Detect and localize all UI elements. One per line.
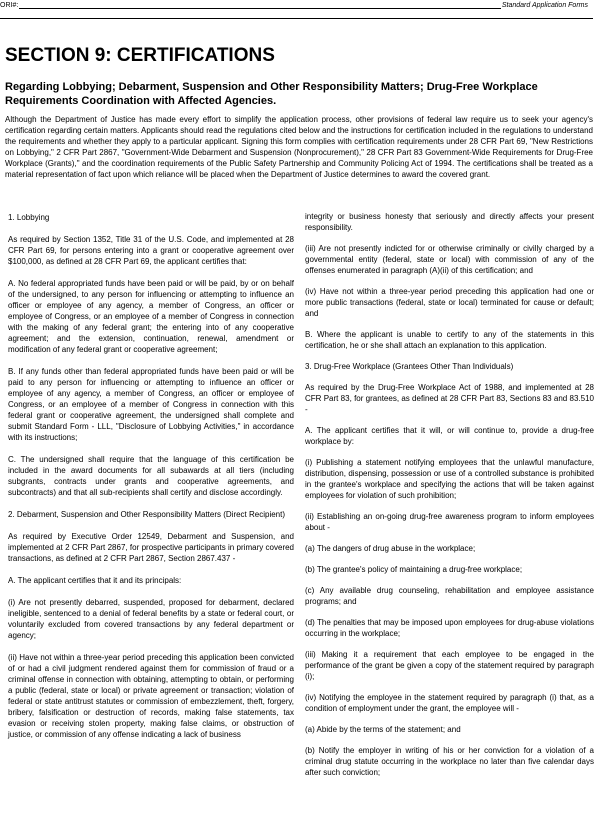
debarment-item-i: (i) Are not presently debarred, suspended, proposed for debarment, declared ineligible, sentenced to a denial of federal benefits by a state or federal court, or voluntarily excluded from covered transactions by any federal department or agency; xyxy=(8,598,294,640)
debarment-item-ii-continued: integrity or business honesty that seriously and directly affects your present responsibility. xyxy=(305,212,594,232)
drug-free-item-iv-b: (b) Notify the employer in writing of his or her conviction for a violation of a criminal drug statute occurring in the workplace no later than five calendar days after such conviction; xyxy=(305,746,594,777)
debarment-item-ii: (ii) Have not within a three-year period preceding this application been convicted of or had a civil judgment rendered against them for commission of fraud or a criminal offense in connection with obtaining, attempting to obtain, or performing a public (federal, state or local) or private agreement or transaction; violation of federal or state antitrust statutes or commission of embezzlement, theft, forgery, bribery, falsification or destruction of records, making false statements, tax evasion or receiving stolen property, making false claims, or obstruction of justice, or commission of any offense indicating a lack of business xyxy=(8,653,294,739)
form-header xyxy=(0,2,588,10)
lobbying-item-a: A. No federal appropriated funds have been paid or will be paid, by or on behalf of the undersigned, to any person for influencing or attempting to influence an officer or employee of any agency, a member of Congress, an officer or employee of Congress, or an employee of a member of Congress in connection with the making of any federal grant; the entering into of any cooperative agreement; and the extension, continuation, renewal, amendment or modification of any federal grant or cooperative agreement; xyxy=(8,279,294,354)
drug-free-intro: As required by the Drug-Free Workplace Act of 1988, and implemented at 28 CFR Part 83, for grantees, as defined at 28 CFR Part 83, Sections 83 and 83.510 - xyxy=(305,383,594,414)
drug-free-item-ii-d: (d) The penalties that may be imposed upon employees for drug-abuse violations occurring in the workplace; xyxy=(305,618,594,638)
drug-free-heading: 3. Drug-Free Workplace (Grantees Other Than Individuals) xyxy=(305,362,514,371)
lobbying-intro: As required by Section 1352, Title 31 of the U.S. Code, and implemented at 28 CFR Part 69, for persons entering into a grant or cooperative agreement over $100,000, as defined at 28 CFR Part 69, the applicant certifies that: xyxy=(8,235,294,266)
drug-free-item-ii-c: (c) Any available drug counseling, rehabilitation and employee assistance programs; and xyxy=(305,586,594,606)
drug-free-item-iv: (iv) Notifying the employee in the statement required by paragraph (i) that, as a condition of employment under the grant, the employee will - xyxy=(305,693,594,713)
lobbying-item-c: C. The undersigned shall require that the language of this certification be included in the award documents for all subawards at all tiers (including subgrants, contracts under grants and cooperative agreements, and subcontracts) and that all sub-recipients shall certify and disclose accordingly. xyxy=(8,455,294,497)
ori-line xyxy=(19,8,501,9)
debarment-item-a: A. The applicant certifies that it and its principals: xyxy=(8,576,182,585)
drug-free-item-ii-a: (a) The dangers of drug abuse in the workplace; xyxy=(305,544,476,553)
left-column xyxy=(8,212,294,751)
header-divider xyxy=(0,18,593,19)
form-name: Standard Application Forms xyxy=(501,2,588,9)
drug-free-item-iii: (iii) Making it a requirement that each employee to be engaged in the performance of the grant be given a copy of the statement required by paragraph (i); xyxy=(305,650,594,681)
debarment-item-b: B. Where the applicant is unable to certify to any of the statements in this certification, he or she shall attach an explanation to this application. xyxy=(305,330,594,350)
drug-free-item-iv-a: (a) Abide by the terms of the statement; and xyxy=(305,725,461,734)
ori-label: ORI#: xyxy=(0,2,19,9)
drug-free-item-i: (i) Publishing a statement notifying employees that the unlawful manufacture, distribution, dispensing, possession or use of a controlled substance is prohibited in the grantee's workplace and specifying the actions that will be taken against employees for violation of such prohibition; xyxy=(305,458,594,500)
debarment-item-iii: (iii) Are not presently indicted for or otherwise criminally or civilly charged by a governmental entity (federal, state or local) with commission of any of the offenses enumerated in paragraph (A)(ii) of this certification; and xyxy=(305,244,594,275)
drug-free-item-ii: (ii) Establishing an on-going drug-free awareness program to inform employees about - xyxy=(305,512,594,532)
lobbying-item-b: B. If any funds other than federal appropriated funds have been paid or will be paid to any person for influencing or attempting to influence an officer or employee of any agency, a member of Congress, an officer or employee of Congress, or an employee of a member of Congress in connection with this federal grant or cooperative agreement, the undersigned shall complete and submit Standard Form - LLL, "Disclosure of Lobbying Activities," in accordance with its instructions; xyxy=(8,367,294,442)
section-title: SECTION 9: CERTIFICATIONS xyxy=(5,45,275,66)
right-column xyxy=(305,211,594,788)
intro-paragraph: Although the Department of Justice has made every effort to simplify the application process, other provisions of federal law require us to seek your agency's certification regarding certain matters. Applicants should read the regulations cited below and the instructions for certification included in the regulations to understand the requirements and whether they apply to a particular applicant. Signing this form complies with certification requirements under 28 CFR Part 69, "New Restrictions on Lobbying," 2 CFR Part 2867, "Government-Wide Debarment and Suspension (Nonprocurement)," 28 CFR Part 83 Government-Wide Requirements for Drug-Free Workplace (Grants)," and the coordination requirements of the Public Safety Partnership and Community Policing Act of 1994. The certifications shall be treated as a material representation of fact upon which reliance will be placed when the Department of Justice determines to award the covered grant. xyxy=(5,115,593,179)
debarment-heading: 2. Debarment, Suspension and Other Responsibility Matters (Direct Recipient) xyxy=(8,510,286,519)
drug-free-item-a: A. The applicant certifies that it will, or will continue to, provide a drug-free workplace by: xyxy=(305,426,594,446)
lobbying-heading: 1. Lobbying xyxy=(8,213,50,222)
section-subtitle: Regarding Lobbying; Debarment, Suspension and Other Responsibility Matters; Drug-Free Workplace Requirements Coordination with Affected Agencies. xyxy=(5,81,538,107)
drug-free-item-ii-b: (b) The grantee's policy of maintaining a drug-free workplace; xyxy=(305,565,523,574)
debarment-intro: As required by Executive Order 12549, Debarment and Suspension, and implemented at 2 CFR Part 2867, for prospective participants in primary covered transactions, as defined at 2 CFR Part 2867, Section 2867.437 - xyxy=(8,532,294,563)
debarment-item-iv: (iv) Have not within a three-year period preceding this application had one or more public transactions (federal, state or local) terminated for cause or default; and xyxy=(305,287,594,318)
